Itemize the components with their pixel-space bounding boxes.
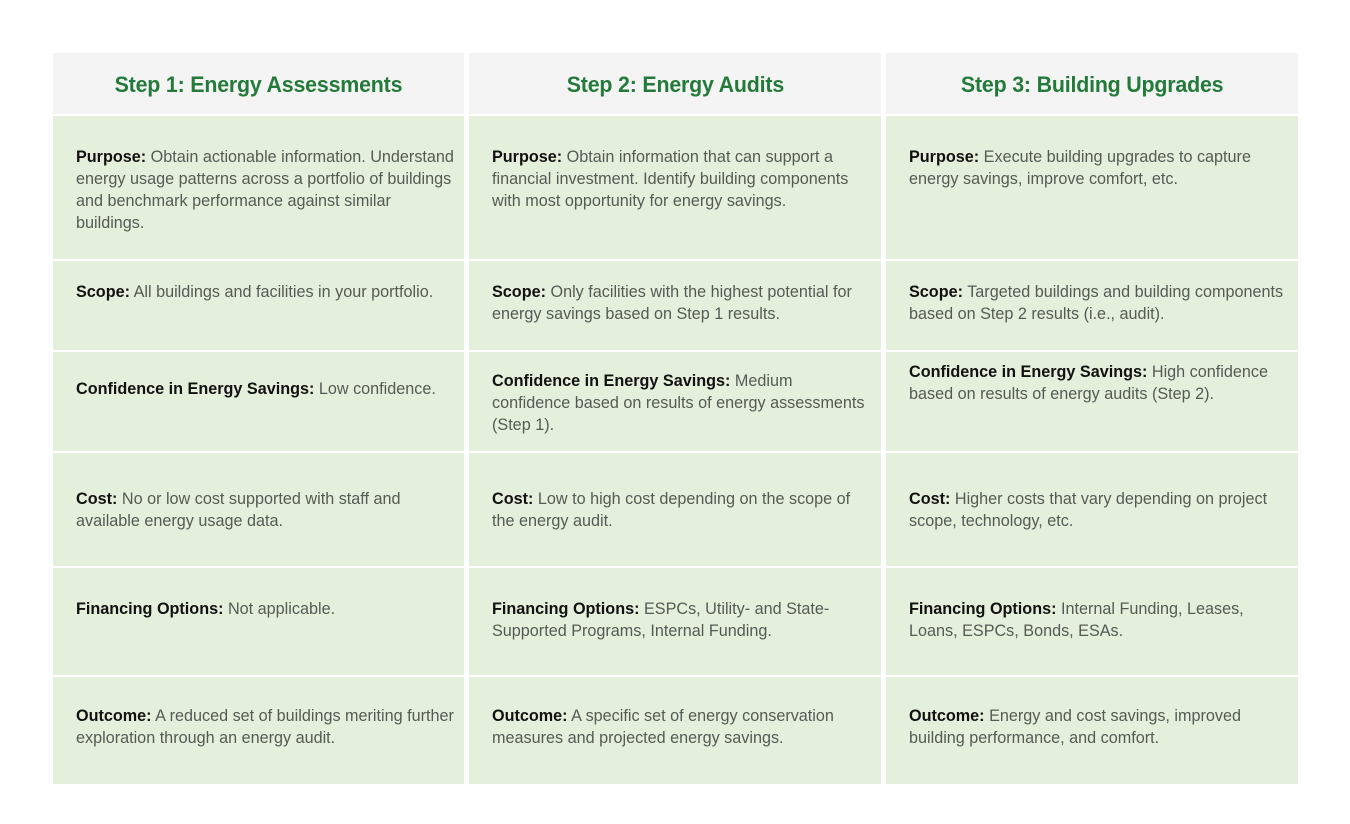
row-text: Low to high cost depending on the scope of the energy audit.	[492, 490, 851, 530]
row-text: ESPCs, Utility- and State-Supported Programs, Internal Funding.	[492, 600, 830, 640]
row-text: A specific set of energy conservation measures and projected energy savings.	[492, 707, 834, 747]
row-text: Obtain actionable information. Understand energy usage patterns across a portfolio of buildings and benchmark performance against similar buildings.	[76, 148, 454, 232]
steps-comparison-table	[53, 53, 1298, 784]
row-text: Obtain information that can support a financial investment. Identify building components with most opportunity for energy savings.	[492, 148, 849, 210]
cell-confidence	[53, 352, 464, 451]
cell-cost	[53, 453, 464, 566]
column-title: Step 2: Energy Audits	[566, 71, 784, 97]
column-header-step-2	[469, 53, 881, 114]
cell-financing-options	[469, 568, 881, 675]
row-text: Only facilities with the highest potential for energy savings based on Step 1 results.	[492, 283, 852, 323]
row-label: Financing Options:	[909, 600, 1057, 618]
row-label: Cost:	[909, 490, 951, 508]
cell-outcome	[886, 677, 1298, 784]
row-label: Scope:	[76, 283, 130, 301]
row-text: Targeted buildings and building components based on Step 2 results (i.e., audit).	[909, 283, 1284, 323]
cell-confidence	[469, 352, 881, 451]
column-header-step-1	[53, 53, 464, 114]
cell-purpose	[53, 116, 464, 259]
cell-scope	[53, 261, 464, 350]
cell-cost	[886, 453, 1298, 566]
row-label: Cost:	[76, 490, 118, 508]
row-label: Outcome:	[76, 707, 152, 725]
cell-outcome	[53, 677, 464, 784]
row-label: Confidence in Energy Savings:	[76, 380, 315, 398]
row-text: High confidence based on results of energy audits (Step 2).	[909, 363, 1268, 403]
cell-outcome	[469, 677, 881, 784]
row-label: Cost:	[492, 490, 534, 508]
row-label: Scope:	[492, 283, 546, 301]
column-title: Step 3: Building Upgrades	[960, 71, 1224, 97]
cell-scope	[886, 261, 1298, 350]
row-label: Outcome:	[492, 707, 568, 725]
row-text: A reduced set of buildings meriting further exploration through an energy audit.	[76, 707, 454, 747]
row-label: Scope:	[909, 283, 963, 301]
cell-financing-options	[53, 568, 464, 675]
cell-confidence	[886, 352, 1298, 451]
row-text: Low confidence.	[318, 380, 436, 398]
cell-financing-options	[886, 568, 1298, 675]
row-text: Higher costs that vary depending on project scope, technology, etc.	[909, 490, 1268, 530]
row-text: Execute building upgrades to capture energy savings, improve comfort, etc.	[909, 148, 1251, 188]
column-title: Step 1: Energy Assessments	[114, 71, 403, 97]
row-text: No or low cost supported with staff and available energy usage data.	[76, 490, 401, 530]
row-text: Internal Funding, Leases, Loans, ESPCs, Bonds, ESAs.	[909, 600, 1244, 640]
row-label: Outcome:	[909, 707, 985, 725]
row-label: Financing Options:	[492, 600, 640, 618]
row-label: Financing Options:	[76, 600, 224, 618]
row-text: All buildings and facilities in your portfolio.	[133, 283, 434, 301]
row-text: Energy and cost savings, improved building performance, and comfort.	[909, 707, 1241, 747]
row-label: Confidence in Energy Savings:	[492, 372, 731, 390]
row-text: Medium confidence based on results of energy assessments (Step 1).	[492, 372, 865, 434]
cell-purpose	[886, 116, 1298, 259]
cell-scope	[469, 261, 881, 350]
column-header-step-3	[886, 53, 1298, 114]
row-label: Purpose:	[492, 148, 563, 166]
row-label: Purpose:	[909, 148, 980, 166]
cell-cost	[469, 453, 881, 566]
cell-purpose	[469, 116, 881, 259]
row-label: Purpose:	[76, 148, 147, 166]
row-text: Not applicable.	[227, 600, 336, 618]
row-label: Confidence in Energy Savings:	[909, 363, 1148, 381]
